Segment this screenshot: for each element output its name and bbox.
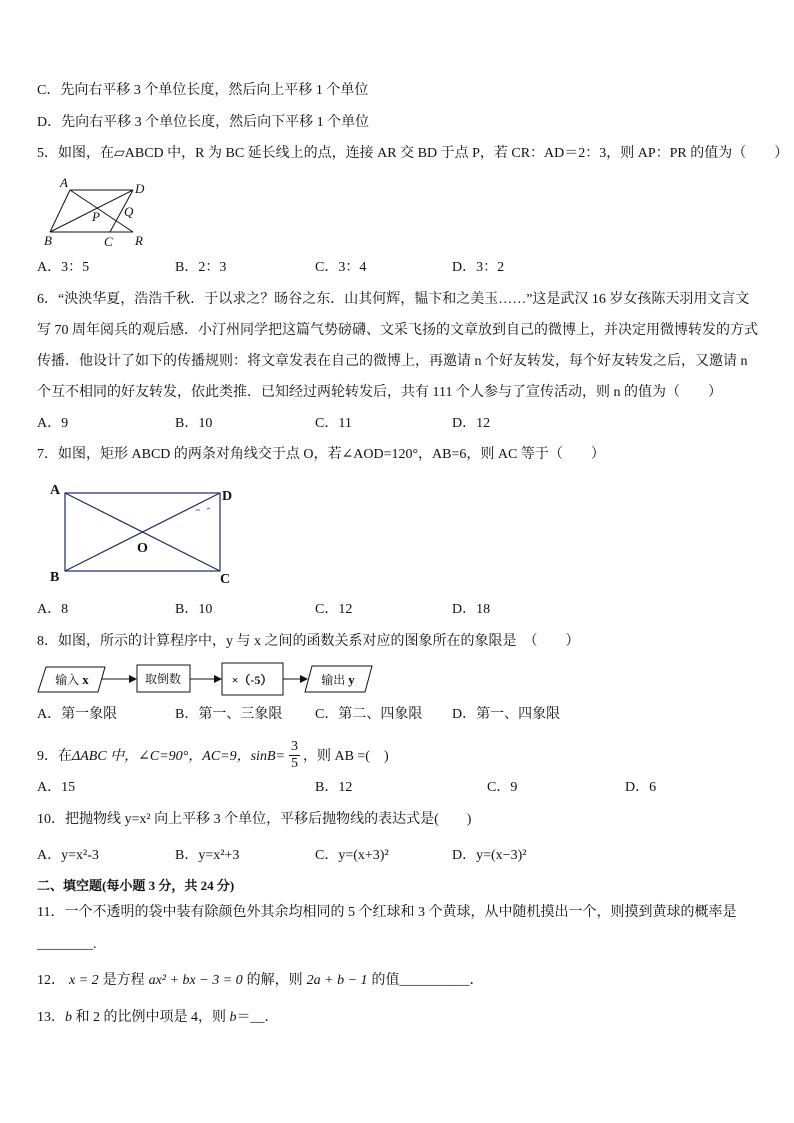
q9-fraction-denominator: 5 — [290, 755, 298, 771]
q12-number: 12． — [37, 973, 65, 988]
q9-option-c: C．9 — [487, 780, 518, 795]
label-b: B — [50, 570, 60, 585]
label-p: P — [92, 209, 100, 224]
q10-stem: 10．把抛物线 y=x² 向上平移 3 个单位，平移后抛物线的表达式是( ) — [37, 812, 472, 827]
q6-stem-line-4: 个互不相同的好友转发，依此类推．已知经过两轮转发后，共有 111 个人参与了宣传活动，则 n 的值为（ ） — [37, 385, 722, 400]
q5-option-b: B．2：3 — [175, 260, 227, 275]
q9-option-b: B．12 — [315, 780, 353, 795]
q9-suffix: ，则 AB =( ) — [302, 749, 389, 764]
q9-prefix: 9．在 — [37, 749, 72, 764]
q11-answer-blank: ________. — [37, 937, 97, 952]
label-c: C — [220, 572, 231, 587]
q6-options — [0, 414, 794, 434]
q13-text-1: 和 2 的比例中项是 4，则 — [72, 1010, 230, 1025]
q8-option-a: A．第一象限 — [37, 707, 118, 722]
output-text — [321, 672, 355, 687]
output-var: y — [348, 672, 355, 687]
q5-options — [0, 258, 794, 278]
q6-stem-line-3: 传播．他设计了如下的传播规则：将文章发表在自己的微博上，再邀请 n 个好友转发，每个好友转发之后，又邀请 n — [37, 354, 748, 369]
label-d: D — [222, 489, 233, 504]
q7-rectangle-figure — [45, 480, 245, 586]
q5-option-c: C．3：4 — [315, 260, 367, 275]
q4-option-c: C．先向右平移 3 个单位长度，然后向上平移 1 个单位 — [37, 83, 369, 98]
q6-option-a: A．9 — [37, 416, 69, 431]
q12-text-3: 的值 — [371, 973, 400, 988]
q12-text-1: 是方程 — [102, 973, 145, 988]
q9-fraction — [289, 739, 300, 772]
q5-parallelogram-figure — [40, 176, 150, 250]
q8-options — [0, 705, 794, 725]
q13-var-1: b — [65, 1010, 72, 1025]
q9-option-d: D．6 — [625, 780, 657, 795]
angle-mark-2 — [207, 508, 210, 509]
side-ab — [50, 190, 70, 232]
q6-option-b: B．10 — [175, 416, 213, 431]
q7-options — [0, 600, 794, 620]
label-d: D — [135, 181, 145, 196]
q13-stem — [37, 1008, 279, 1028]
label-r: R — [135, 233, 143, 248]
q12-math-3: 2a + b − 1 — [306, 973, 368, 988]
q10-options — [0, 846, 794, 866]
q13-number: 13． — [37, 1010, 65, 1025]
q6-stem-line-2: 写 70 周年阅兵的观后感．小汀州同学把这篇气势磅礴、文采飞扬的文章放到自己的微博上，并决定用微博转发的方式 — [37, 323, 758, 338]
q12-stem — [37, 971, 484, 991]
label-c: C — [104, 234, 113, 249]
label-o: O — [137, 541, 148, 556]
input-var: x — [82, 672, 89, 687]
q7-stem: 7．如图，矩形 ABCD 的两条对角线交于点 O，若∠AOD=120°，AB=6，则 AC 等于（ ） — [37, 447, 605, 462]
output-label: 输出 — [321, 673, 346, 687]
q7-option-a: A．8 — [37, 602, 69, 617]
q10-option-c: C．y=(x+3)² — [315, 848, 389, 863]
q9-fraction-numerator: 3 — [290, 738, 298, 754]
q7-option-d: D．18 — [452, 602, 491, 617]
q8-option-c: C．第二、四象限 — [315, 707, 423, 722]
q5-option-a: A．3：5 — [37, 260, 90, 275]
q4-option-d: D．先向右平移 3 个单位长度，然后向下平移 1 个单位 — [37, 115, 370, 130]
q10-option-d: D．y=(x−3)² — [452, 848, 527, 863]
q5-option-d: D．3：2 — [452, 260, 505, 275]
q9-options — [0, 778, 794, 798]
step-reciprocal-text: 取倒数 — [144, 672, 182, 686]
input-text — [55, 672, 89, 687]
q10-option-a: A．y=x²-3 — [37, 848, 99, 863]
label-b: B — [44, 233, 52, 248]
q12-end: ． — [469, 973, 484, 988]
q8-option-d: D．第一、四象限 — [452, 707, 561, 722]
label-a: A — [60, 175, 68, 190]
q12-text-2: 的解，则 — [246, 973, 303, 988]
q12-math-2: ax² + bx − 3 = 0 — [148, 973, 243, 988]
q13-end: ＝__． — [236, 1010, 279, 1025]
q7-option-b: B．10 — [175, 602, 213, 617]
q8-stem: 8．如图，所示的计算程序中，y 与 x 之间的函数关系对应的图象所在的象限是 （ ） — [37, 634, 580, 649]
q8-option-b: B．第一、三象限 — [175, 707, 283, 722]
q12-answer-blank: __________ — [399, 973, 470, 988]
input-label: 输入 — [55, 673, 80, 687]
q9-stem — [37, 738, 389, 772]
q6-option-c: C．11 — [315, 416, 352, 431]
label-a: A — [50, 483, 61, 498]
q6-option-d: D．12 — [452, 416, 491, 431]
q10-option-b: B．y=x²+3 — [175, 848, 240, 863]
section-heading: 二、填空题(每小题 3 分，共 24 分) — [37, 878, 235, 893]
step-multiply-text: ×（-5） — [231, 673, 273, 687]
q9-option-a: A．15 — [37, 780, 76, 795]
q9-condition: ΔABC 中，∠C=90°，AC=9，sinB= — [72, 749, 285, 764]
q7-option-c: C．12 — [315, 602, 353, 617]
q11-stem-line-1: 11．一个不透明的袋中装有除颜色外其余均相同的 5 个红球和 3 个黄球，从中随机摸出一个，则摸到黄球的概率是 — [37, 905, 737, 920]
q5-stem: 5．如图，在▱ABCD 中，R 为 BC 延长线上的点，连接 AR 交 BD 于点 P，若 CR：AD＝2：3，则 AP：PR 的值为（ ） — [37, 146, 789, 161]
q13-var-2: b — [229, 1010, 237, 1025]
q12-math-1: x = 2 — [69, 973, 99, 988]
label-q: Q — [124, 204, 134, 219]
q6-stem-line-1: 6．“泱泱华夏，浩浩千秋．于以求之？旸谷之东．山其何辉，韫卞和之美玉……”这是武汉 16 岁女孩陈天羽用文言文 — [37, 292, 750, 307]
q8-flowchart — [36, 660, 376, 700]
